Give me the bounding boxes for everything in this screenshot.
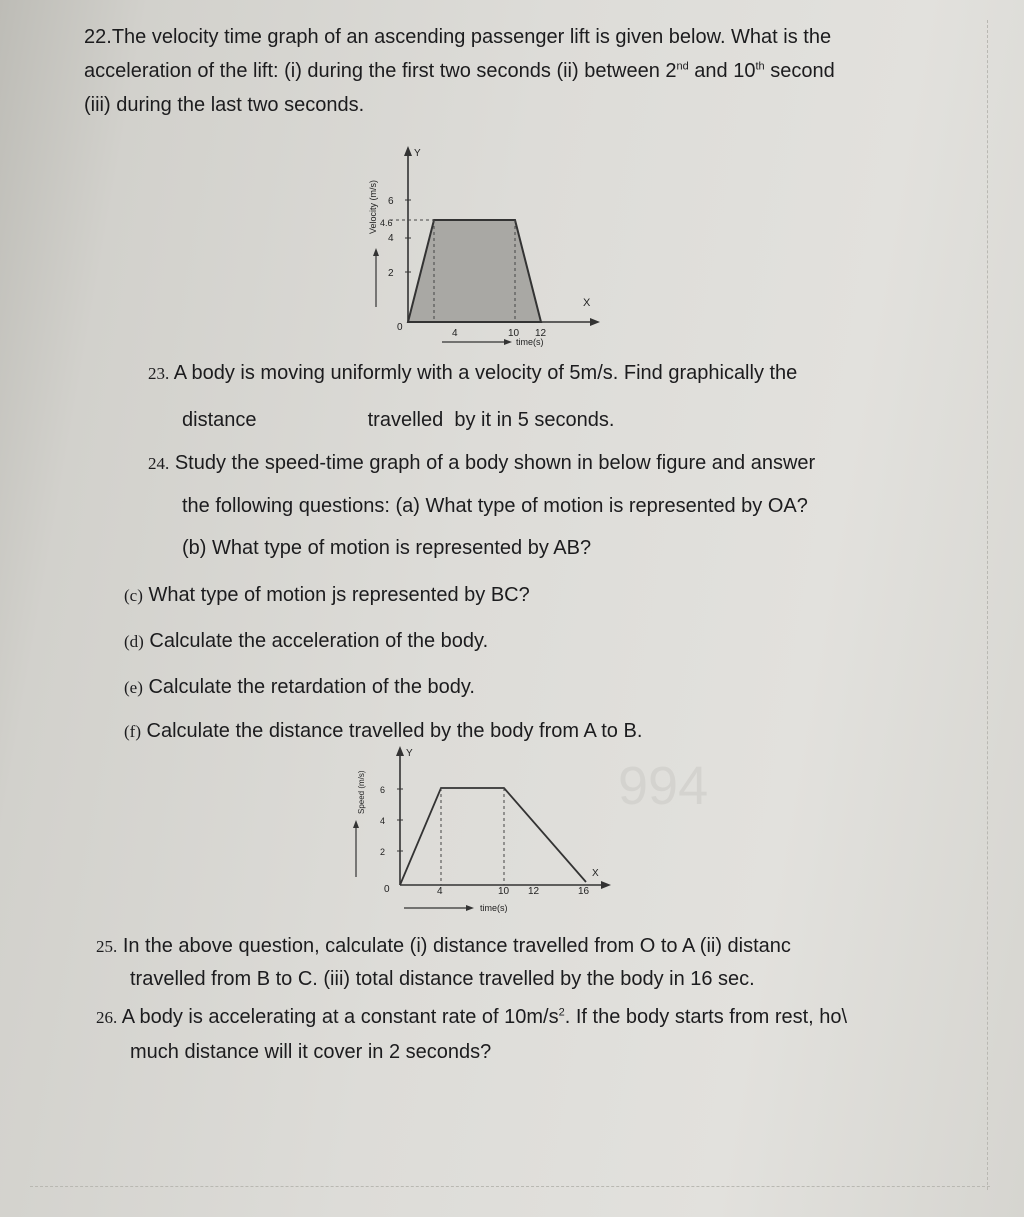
svg-text:6: 6 xyxy=(388,196,394,207)
x-label: time(s) xyxy=(516,337,544,347)
svg-text:0: 0 xyxy=(397,322,403,333)
q22-line3: (iii) during the last two seconds. xyxy=(84,94,365,116)
svg-text:4: 4 xyxy=(380,816,386,826)
svg-text:Y: Y xyxy=(406,748,413,759)
x-axis-label: X xyxy=(583,297,591,309)
q25-line2: travelled from B to C. (iii) total distance travelled by the body in 16 sec. xyxy=(130,968,755,990)
question-22 xyxy=(84,20,984,122)
q24-b: (b) What type of motion is represented by AB? xyxy=(182,537,592,559)
q24-line2: the following questions: (a) What type of motion is represented by OA? xyxy=(182,495,808,517)
q23-line1: 23. A body is moving uniformly with a velocity of 5m/s. Find graphically the xyxy=(148,362,798,384)
svg-text:6: 6 xyxy=(380,785,386,795)
q23-line2: distance travelled by it in 5 seconds. xyxy=(182,409,615,431)
svg-text:12: 12 xyxy=(528,886,540,897)
q24-d: (d) Calculate the acceleration of the body. xyxy=(124,630,489,652)
svg-text:10: 10 xyxy=(498,886,510,897)
svg-text:12: 12 xyxy=(535,328,547,339)
q22-line1: 22.The velocity time graph of an ascending passenger lift is given below. What is the xyxy=(84,26,832,48)
svg-text:4: 4 xyxy=(437,886,443,897)
question-26 xyxy=(96,1000,996,1069)
svg-text:0: 0 xyxy=(384,884,390,895)
speed-time-graph xyxy=(338,742,628,922)
question-24 xyxy=(148,446,968,565)
y-label: Velocity (m/s) xyxy=(368,179,378,234)
svg-text:4: 4 xyxy=(452,328,458,339)
q24-f: (f) Calculate the distance travelled by the body from A to B. xyxy=(124,720,643,742)
q24-line1: 24. Study the speed-time graph of a body shown in below figure and answer xyxy=(148,452,816,474)
velocity-time-graph xyxy=(350,142,610,357)
y-axis-label: Y xyxy=(414,148,421,159)
svg-text:X: X xyxy=(592,868,599,879)
svg-text:4: 4 xyxy=(388,233,394,244)
y-label: Speed (m/s) xyxy=(357,770,366,814)
svg-text:10: 10 xyxy=(508,328,520,339)
watermark: 994 xyxy=(618,756,709,816)
q26-line2: much distance will it cover in 2 seconds? xyxy=(130,1041,492,1063)
svg-text:4.6: 4.6 xyxy=(380,218,393,228)
svg-text:time(s): time(s) xyxy=(480,903,508,913)
question-23 xyxy=(148,356,948,437)
svg-text:16: 16 xyxy=(578,886,590,897)
svg-text:2: 2 xyxy=(380,847,386,857)
q25-line1: 25. In the above question, calculate (i) distance travelled from O to A (ii) distanc xyxy=(96,935,791,957)
q22-line2: acceleration of the lift: (i) during the first two seconds (ii) between 2nd and 10th second xyxy=(84,60,835,82)
svg-text:2: 2 xyxy=(388,268,394,279)
question-25 xyxy=(96,930,996,995)
q24-c: (c) What type of motion js represented by BC? xyxy=(124,584,530,606)
page-bottom-edge xyxy=(30,1186,990,1189)
q24-e: (e) Calculate the retardation of the body. xyxy=(124,676,475,698)
q26-line1: 26. A body is accelerating at a constant rate of $10m/s^2$. If the body starts from rest, ho\ xyxy=(96,1006,848,1028)
